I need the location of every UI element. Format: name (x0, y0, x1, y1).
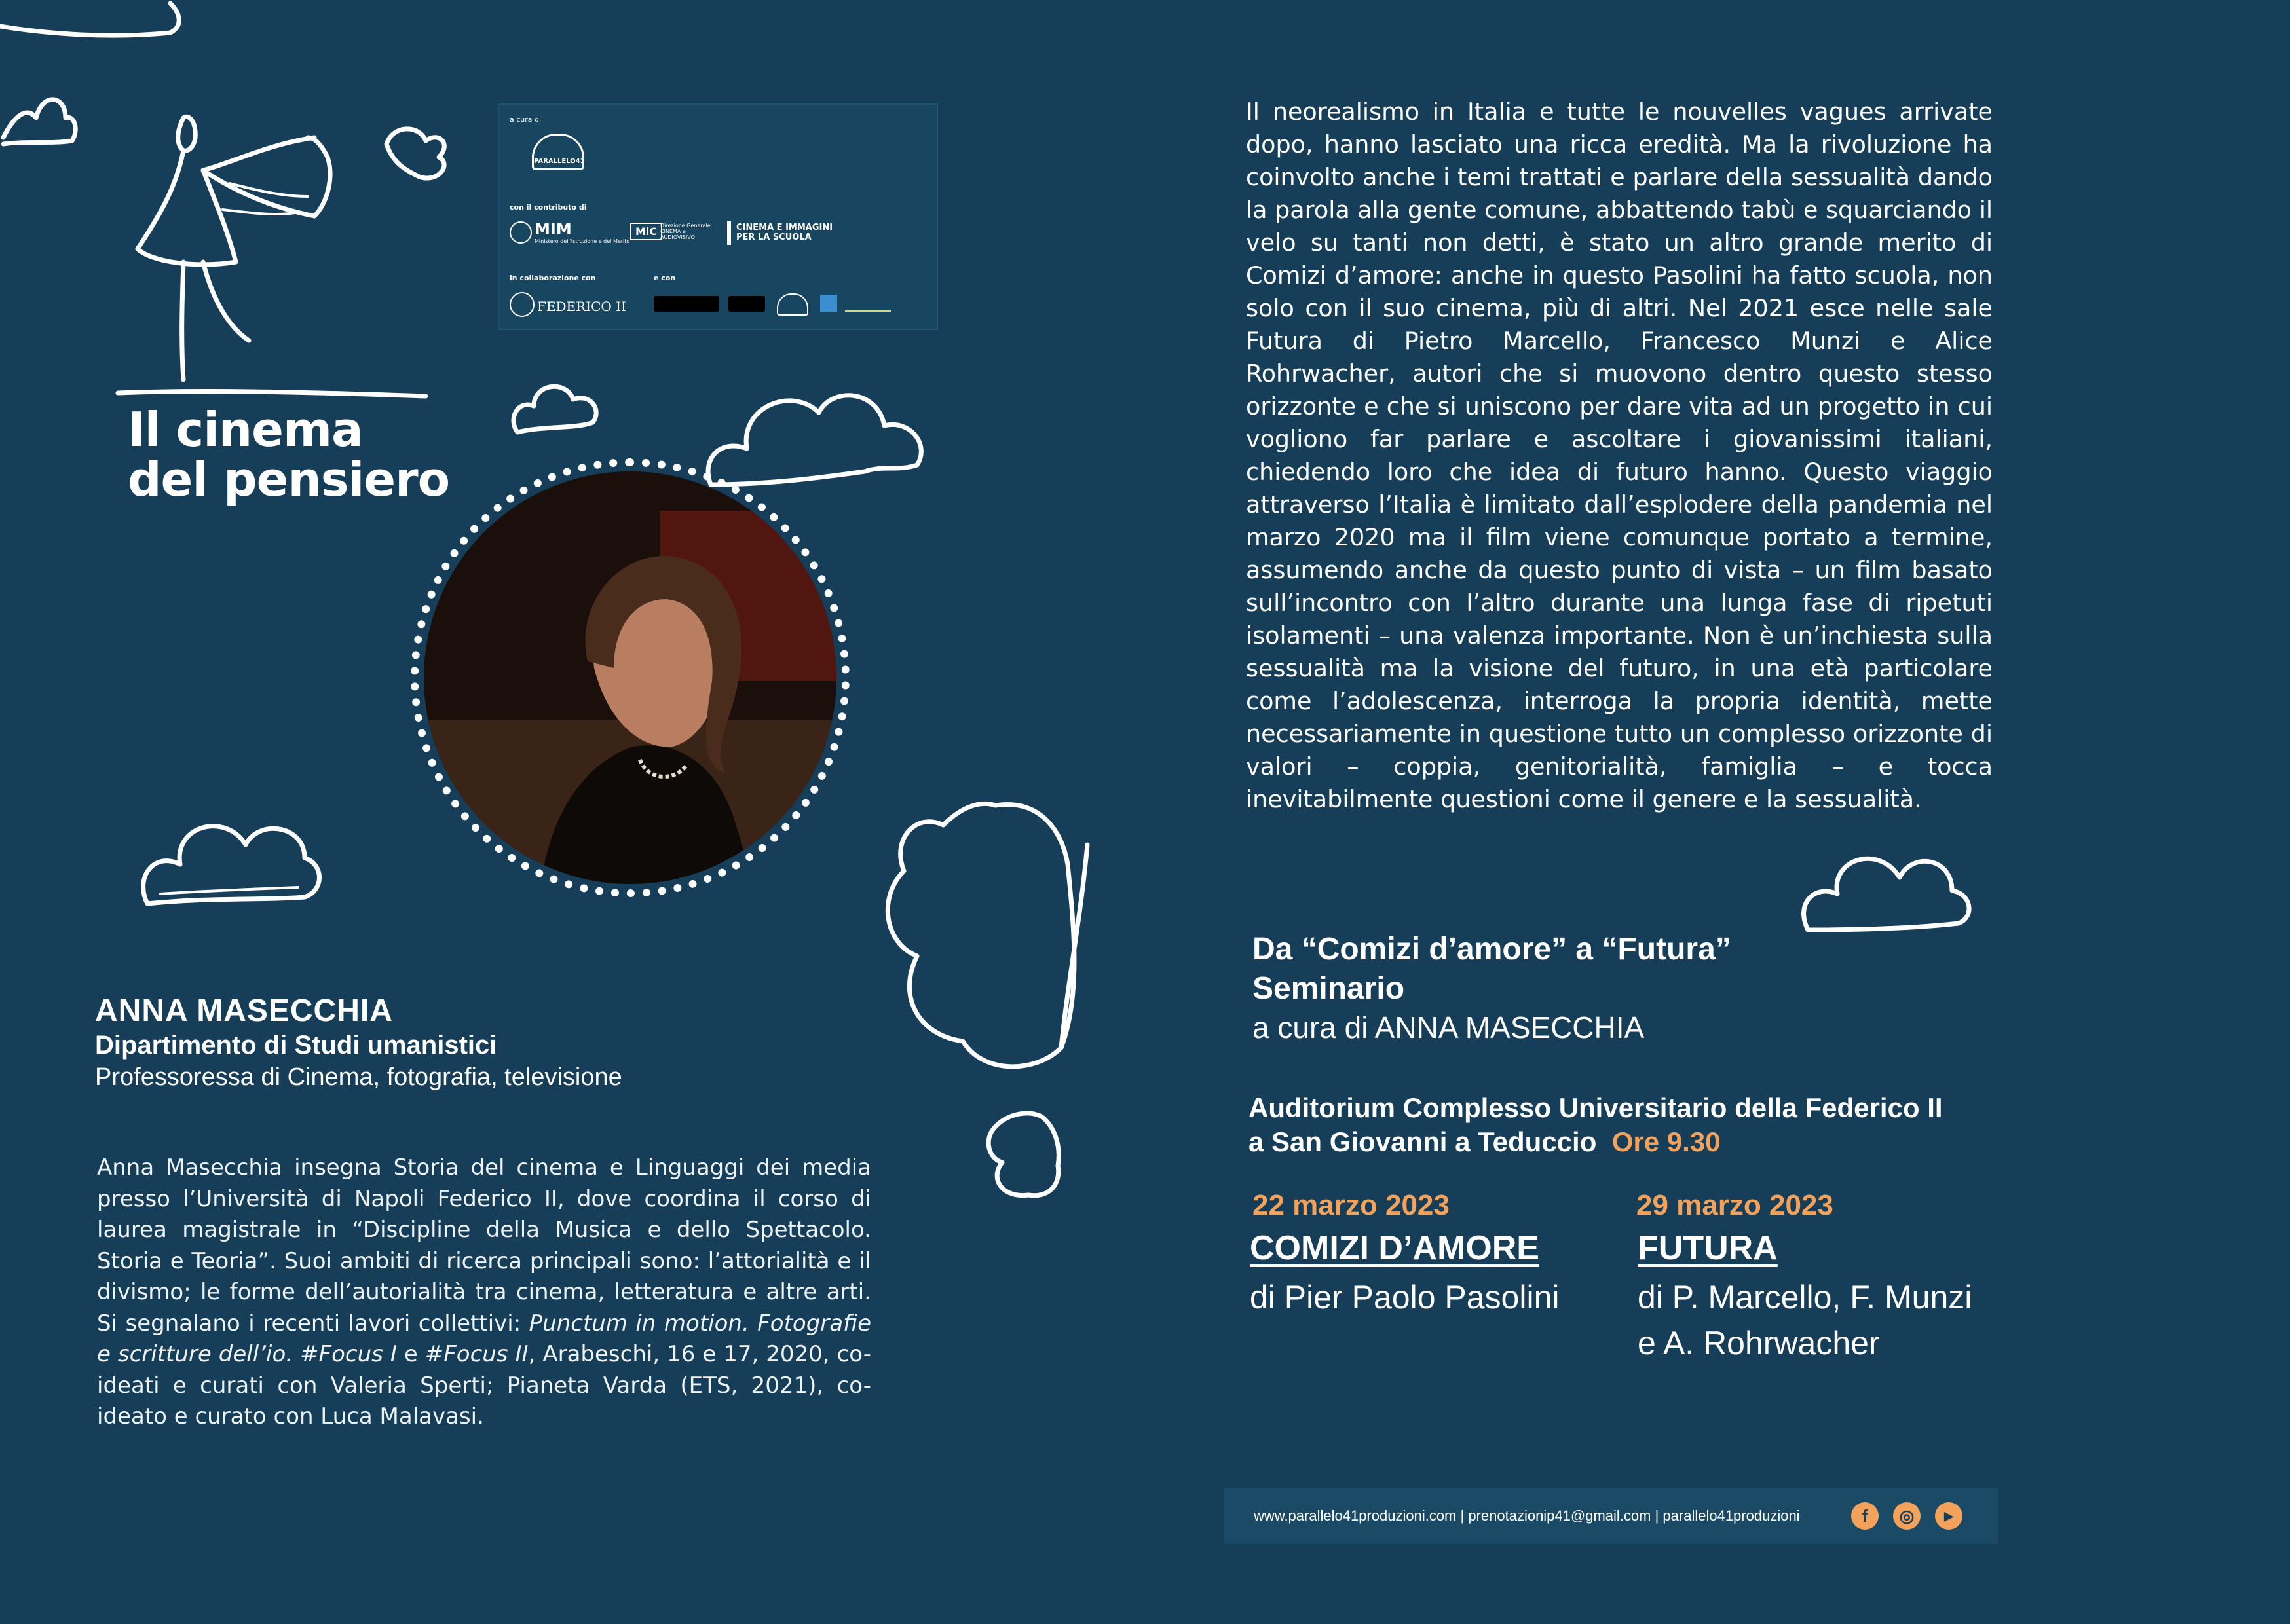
cloud-doodle-left-top (0, 79, 85, 151)
seminar-description: Il neorealismo in Italia e tutte le nouvelles vagues arrivate dopo, hanno lasciato una ricca eredità. Ma la rivoluzione ha coinvolto anche i temi trattati e parlare della sessualità dando la parola alla gente comune, abbattendo tabù e squarciando il velo su tanti non detti, è stato un altro grande merito di Comizi d’amore: anche in questo Pasolini ha fatto scuola, non solo con il suo cinema, più di altri. Nel 2021 esce nelle sale Futura di Pietro Marcello, Francesco Munzi e Alice Rohrwacher, autori che si muovono dentro questo stesso orizzonte e che si uniscono per dare vita ad un progetto in cui vogliono far parlare e ascoltare i giovanissimi italiani, chiedendo loro che idea di futuro hanno. Questo viaggio attraverso l’Italia è limitato dall’esplodere della pandemia nel marzo 2020 ma il film viene comunque portato a termine, assumendo anche da questo punto di vista – un film basato sull’incontro con l’altro durante una lunga fase di ripetuti isolamenti – una valenza importante. Non è un’inchiesta sulla sessualità ma la visione del futuro, in una età particolare come l’adolescenza, interroga la propria identità, mette necessariamente in questione tutto un complesso orizzonte di valori – coppia, genitorialità, famiglia – e tocca inevitabilmente questioni come il genere e la sessualità. (1246, 98, 1993, 813)
page-title (128, 402, 450, 507)
cinema-scuola-bar-icon (727, 221, 731, 245)
federico-ii-logo: FEDERICO II (537, 299, 626, 314)
partner-logo-5 (845, 296, 891, 312)
mim-subtitle: Ministero dell'Istruzione e del Merito (535, 238, 630, 244)
mim-logo: MIM (535, 220, 572, 238)
screening-director-1: di Pier Paolo Pasolini (1250, 1279, 1560, 1316)
collaborazione-label: in collaborazione con (510, 274, 596, 282)
author-bio: Anna Masecchia insegna Storia del cinema e Linguaggi dei media presso l’Università di Napoli Federico II, dove coordina il corso di laurea magistrale in “Discipline della Musica e dello Spettacolo. Storia e Teoria”. Suoi ambiti di ricerca principali sono: l’attorialità e il divismo; le forme dell’autorialità tra cinema, letteratura e altre arti. Si segnalano i recenti lavori collettivi: Punctum in motion. Fotografie e scritture dell’io. #Focus I e #Focus II, Arabeschi, 16 e 17, 2020, co-ideati e curati con Valeria Sperti; Pianeta Varda (ETS, 2021), co-ideato e curato con Luca Malavasi. (97, 1154, 871, 1430)
e-con-label: e con (654, 274, 676, 282)
contributo-label: con il contributo di (510, 203, 587, 212)
screening-film-2: FUTURA (1638, 1229, 1778, 1267)
event-time: Ore 9.30 (1611, 1126, 1721, 1157)
screening-date-2: 29 marzo 2023 (1636, 1189, 1833, 1221)
partner-logo-4 (820, 295, 837, 312)
author-role: Professoressa di Cinema, fotografia, televisione (95, 1063, 622, 1091)
footer-contact-bar (1224, 1488, 1998, 1544)
cloud-doodle-small-center (504, 360, 609, 445)
title-line-2: del pensiero (128, 452, 450, 507)
mic-subtitle: Direzione Generale CINEMA e AUDIOVISIVO (660, 223, 711, 240)
screening-director-2-line-1: di P. Marcello, F. Munzi (1638, 1279, 1972, 1316)
instagram-icon[interactable]: ◎ (1893, 1502, 1921, 1530)
cloud-doodle-top-left-corner (0, 0, 197, 52)
parallelo41-logo: PARALLELO41 (532, 134, 584, 170)
cloud-doodle-large-center (701, 373, 937, 498)
cinema-immagini-scuola-logo: CINEMA E IMMAGINI PER LA SCUOLA (736, 223, 833, 242)
a-cura-di-label: a cura di (510, 115, 542, 124)
portrait-photo (424, 471, 836, 884)
dancing-figure-doodle (98, 105, 439, 413)
cloud-doodle-tall-center (865, 786, 1114, 1100)
screening-film-1: COMIZI D’AMORE (1250, 1229, 1539, 1267)
author-name: ANNA MASECCHIA (95, 993, 393, 1028)
event-title: Da “Comizi d’amore” a “Futura” (1252, 932, 1731, 967)
venue-line-2: a San Giovanni a Teduccio Ore 9.30 (1248, 1126, 1721, 1157)
federico-ii-seal-icon (510, 292, 535, 317)
partner-logo-2 (728, 296, 765, 312)
sponsor-logos-box (498, 103, 938, 330)
bio-italic-title: Punctum in motion. Fotografie e scritture dell’io. #Focus I (97, 1310, 871, 1367)
venue-line-1: Auditorium Complesso Universitario della Federico II (1248, 1092, 1943, 1123)
event-type: Seminario (1252, 971, 1405, 1006)
portrait-illustration (424, 471, 836, 884)
cloud-doodle-right (1795, 825, 1978, 943)
youtube-icon[interactable]: ▶ (1935, 1502, 1962, 1530)
partner-logo-1 (654, 296, 719, 312)
screening-date-1: 22 marzo 2023 (1252, 1189, 1450, 1221)
partner-logo-3 (777, 293, 808, 316)
author-department: Dipartimento di Studi umanistici (95, 1031, 497, 1060)
mic-logo: MiC (630, 223, 662, 240)
bio-italic-focus: #Focus II (424, 1341, 529, 1367)
title-line-1: Il cinema (128, 402, 363, 457)
cloud-doodle-left-middle (134, 773, 331, 917)
screening-director-2-line-2: e A. Rohrwacher (1638, 1325, 1880, 1361)
cloud-doodle-small-bottom (976, 1100, 1074, 1205)
event-curator: a cura di ANNA MASECCHIA (1252, 1010, 1645, 1044)
facebook-icon[interactable]: f (1851, 1502, 1879, 1530)
footer-contact-text: www.parallelo41produzioni.com | prenotazionip41@gmail.com | parallelo41produzioni (1254, 1507, 1800, 1524)
republic-emblem-icon (510, 221, 532, 244)
